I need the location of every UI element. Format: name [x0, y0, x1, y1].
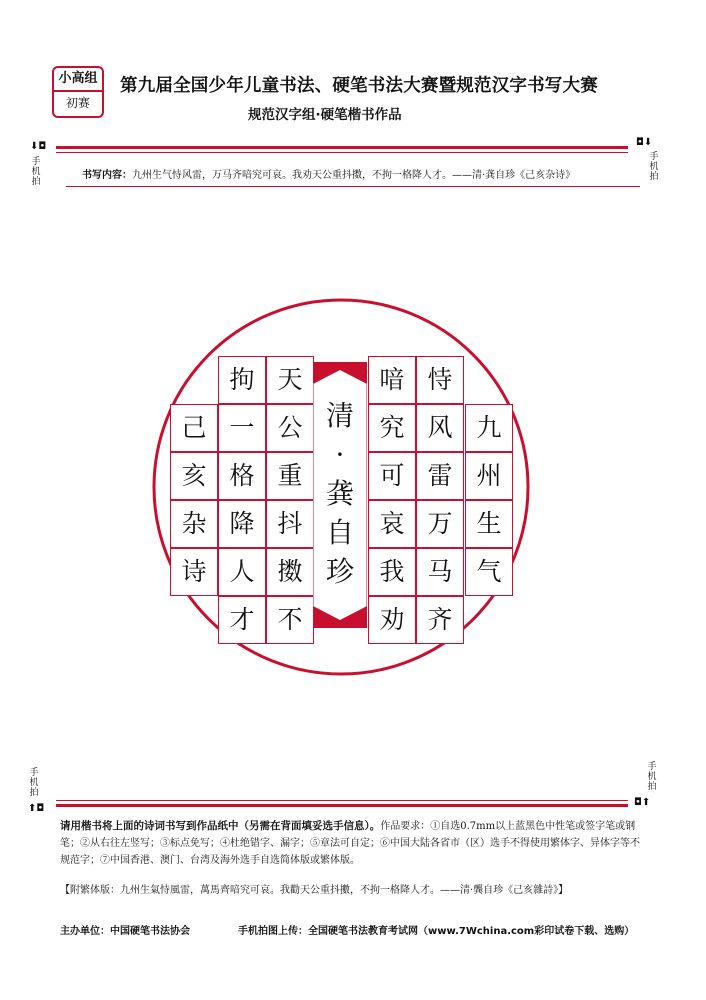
- grid-char: 公: [277, 413, 303, 442]
- camera-icon: ⬆◘: [28, 803, 45, 814]
- grid-char: 恃: [427, 365, 453, 394]
- side-label-bottom-right: 手机拍: [647, 762, 657, 792]
- grid-cell: [218, 356, 266, 404]
- grid-char: 可: [379, 461, 405, 490]
- grid-char: 马: [427, 557, 453, 586]
- grid-cell: [368, 548, 416, 596]
- grid-cell: [266, 500, 314, 548]
- grid-char: 九: [476, 413, 502, 442]
- badge-stage-label: 初赛: [65, 96, 90, 110]
- grid-char: 才: [229, 605, 255, 634]
- grid-cell: [368, 452, 416, 500]
- grid-cell: [416, 548, 464, 596]
- grid-cell: [170, 500, 218, 548]
- side-label-bottom-left: 手机拍: [29, 768, 39, 798]
- grid-cell: [218, 452, 266, 500]
- grid-cell: [416, 404, 464, 452]
- camera-icon: ◘⬇: [636, 137, 653, 148]
- grid-cell: [465, 548, 513, 596]
- grid-cell: [368, 404, 416, 452]
- author-char: 自: [325, 516, 354, 549]
- grid-cell: [368, 596, 416, 644]
- author-name: [313, 396, 367, 591]
- grid-cell: [266, 356, 314, 404]
- grid-cell: [416, 596, 464, 644]
- grid-cell: [465, 452, 513, 500]
- side-label-top-right: 手机拍: [649, 152, 659, 182]
- requirements-head: 请用楷书将上面的诗词书写到作品纸中（另需在背面填妥选手信息）。: [60, 820, 381, 832]
- grid-cell: [368, 500, 416, 548]
- camera-icon: ⬇◘: [30, 141, 47, 152]
- bottom-rule: [56, 804, 628, 807]
- grid-char: 重: [277, 461, 303, 490]
- grid-char: 雷: [427, 461, 453, 490]
- grid-char: 气: [476, 557, 502, 586]
- grid-char: 己: [181, 413, 207, 442]
- requirements: [60, 818, 640, 869]
- grid-char: 不: [277, 605, 303, 634]
- grid-cell: [266, 548, 314, 596]
- grid-char: 一: [229, 413, 255, 442]
- grid-char: 抖: [277, 509, 303, 538]
- grid-char: 诗: [181, 557, 207, 586]
- grid-char: 齐: [427, 605, 453, 634]
- grid-cell: [368, 356, 416, 404]
- badge-group-label: 小高组: [54, 68, 102, 92]
- grid-cell: [218, 500, 266, 548]
- content-label: 书写内容：: [82, 170, 132, 181]
- camera-icon: ◘⬆: [634, 797, 651, 808]
- grid-cell: [170, 548, 218, 596]
- grid-char: 亥: [181, 461, 207, 490]
- author-char: 龚: [325, 477, 354, 510]
- grid-char: 人: [229, 557, 255, 586]
- grid-char: 万: [427, 509, 453, 538]
- grid-char: 天: [277, 365, 303, 394]
- grid-cell: [266, 404, 314, 452]
- grid-char: 我: [379, 557, 405, 586]
- author-char: 清: [325, 399, 354, 432]
- grid-char: 哀: [379, 509, 405, 538]
- grid-cell: [266, 596, 314, 644]
- author-banner: [313, 362, 367, 628]
- traditional-version: 【附繁体版：九州生氣恃風雷，萬馬齊喑究可哀。我勸天公重抖擻，不拘一格降人才。——清·龔自珍《己亥雜詩》】: [60, 885, 569, 896]
- grid-char: 拘: [229, 365, 255, 394]
- grid-char: 生: [476, 509, 502, 538]
- page-subtitle: 规范汉字组·硬笔楷书作品: [248, 107, 402, 123]
- grid-cell: [170, 404, 218, 452]
- grid-char: 风: [427, 413, 453, 442]
- organizer: 主办单位：中国硬笔书法协会: [60, 926, 190, 937]
- content-text: 九州生气恃风雷，万马齐喑究可哀。我劝天公重抖擞，不拘一格降人才。——清·龚自珍《己亥杂诗》: [132, 170, 576, 181]
- bottom-rule-thin: [56, 800, 628, 801]
- grid-char: 喑: [379, 365, 405, 394]
- grid-cell: [465, 500, 513, 548]
- upload-info: 手机拍图上传：全国硬笔书法教育考试网（www.7Wchina.com彩印试卷下载、选购）: [238, 926, 635, 937]
- grid-cell: [416, 452, 464, 500]
- grid-cell: [170, 452, 218, 500]
- grid-cell: [218, 548, 266, 596]
- grid-cell: [218, 596, 266, 644]
- grid-char: 格: [229, 461, 255, 490]
- grid-char: 降: [229, 509, 255, 538]
- requirements-body: 作品要求：①自选0.7mm以上蓝黑色中性笔或签字笔或钢笔；②从右往左竖写；③标点免写；④杜绝错字、漏字；⑤章法可自定；⑥中国大陆各省市（区）选手不得使用繁体字、异体字等不规范字；⑦中国香港、澳门、台湾及海外选手自选简体版或繁体版。: [60, 821, 640, 866]
- grid-char: 擞: [277, 557, 303, 586]
- page-title: 第九届全国少年儿童书法、硬笔书法大赛暨规范汉字书写大赛: [120, 76, 598, 96]
- grid-char: 州: [476, 461, 502, 490]
- grid-cell: [218, 404, 266, 452]
- grid-char: 杂: [181, 509, 207, 538]
- grid-char: 劝: [379, 605, 405, 634]
- grid-char: 究: [379, 413, 405, 442]
- grid-cell: [416, 356, 464, 404]
- side-label-top-left: 手机拍: [31, 157, 41, 187]
- author-char: 珍: [325, 555, 354, 588]
- grid-cell: [416, 500, 464, 548]
- grid-cell: [465, 404, 513, 452]
- grid-cell: [266, 452, 314, 500]
- author-char: ·: [335, 438, 345, 471]
